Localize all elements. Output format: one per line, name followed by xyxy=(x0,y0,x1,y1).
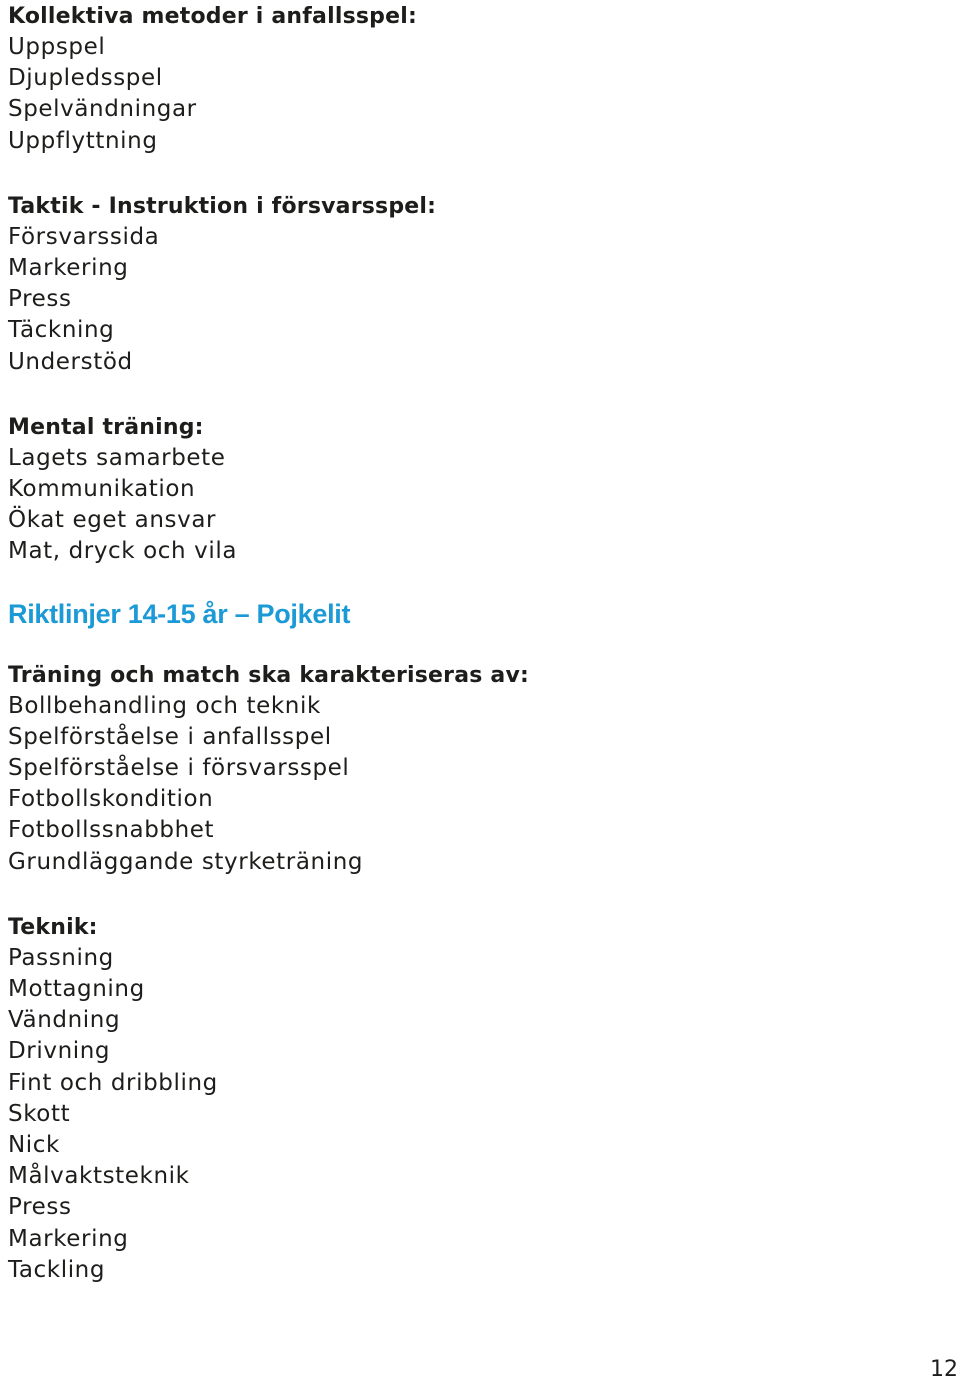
list-item: Grundläggande styrketräning xyxy=(8,848,364,875)
item-list xyxy=(8,32,948,157)
list-item: Kommunikation xyxy=(8,476,196,503)
list-item: Spelvändningar xyxy=(8,96,197,123)
list-item: Täckning xyxy=(8,317,115,344)
item-list xyxy=(8,443,948,568)
list-item: Skott xyxy=(8,1100,71,1127)
list-item: Tackling xyxy=(8,1256,106,1283)
list-item: Understöd xyxy=(8,348,133,375)
item-list xyxy=(8,691,948,878)
section-traning-och-match xyxy=(8,660,948,878)
section-title: Träning och match ska karakteriseras av: xyxy=(8,662,529,688)
list-item: Drivning xyxy=(8,1038,111,1065)
list-item: Markering xyxy=(8,1225,129,1252)
list-item: Uppspel xyxy=(8,34,106,60)
list-item: Målvaktsteknik xyxy=(8,1163,190,1190)
section-teknik xyxy=(8,912,948,1286)
section-title: Taktik - Instruktion i försvarsspel: xyxy=(8,193,437,219)
list-item: Markering xyxy=(8,255,129,282)
list-item: Djupledsspel xyxy=(8,65,163,92)
list-item: Spelförståelse i anfallsspel xyxy=(8,723,332,750)
section-kollektiva-metoder xyxy=(8,1,948,157)
list-item: Bollbehandling och teknik xyxy=(8,692,321,719)
section-mental-traning xyxy=(8,412,948,568)
guideline-heading: Riktlinjer 14-15 år – Pojkelit xyxy=(8,598,351,629)
list-item: Uppflyttning xyxy=(8,127,158,154)
spacer xyxy=(8,568,948,594)
list-item: Fotbollssnabbhet xyxy=(8,817,215,844)
list-item: Spelförståelse i försvarsspel xyxy=(8,755,350,782)
list-item: Press xyxy=(8,286,72,313)
list-item: Ökat eget ansvar xyxy=(8,507,217,534)
section-title: Teknik: xyxy=(8,914,98,940)
list-item: Nick xyxy=(8,1132,60,1159)
section-title: Kollektiva metoder i anfallsspel: xyxy=(8,4,417,29)
list-item: Fotbollskondition xyxy=(8,786,214,813)
list-item: Lagets samarbete xyxy=(8,444,226,471)
list-item: Fint och dribbling xyxy=(8,1069,218,1096)
item-list xyxy=(8,222,948,378)
spacer xyxy=(8,157,948,191)
list-item: Vändning xyxy=(8,1007,121,1034)
list-item: Försvarssida xyxy=(8,223,160,250)
spacer xyxy=(8,378,948,412)
page-number: 12 xyxy=(930,1357,958,1382)
list-item: Press xyxy=(8,1194,72,1221)
spacer xyxy=(8,878,948,912)
item-list xyxy=(8,943,948,1286)
spacer xyxy=(8,634,948,660)
list-item: Mat, dryck och vila xyxy=(8,538,238,565)
section-taktik-forsvarsspel xyxy=(8,191,948,378)
section-title: Mental träning: xyxy=(8,414,204,440)
document-page xyxy=(8,0,948,1286)
list-item: Mottagning xyxy=(8,976,145,1003)
list-item: Passning xyxy=(8,944,114,971)
